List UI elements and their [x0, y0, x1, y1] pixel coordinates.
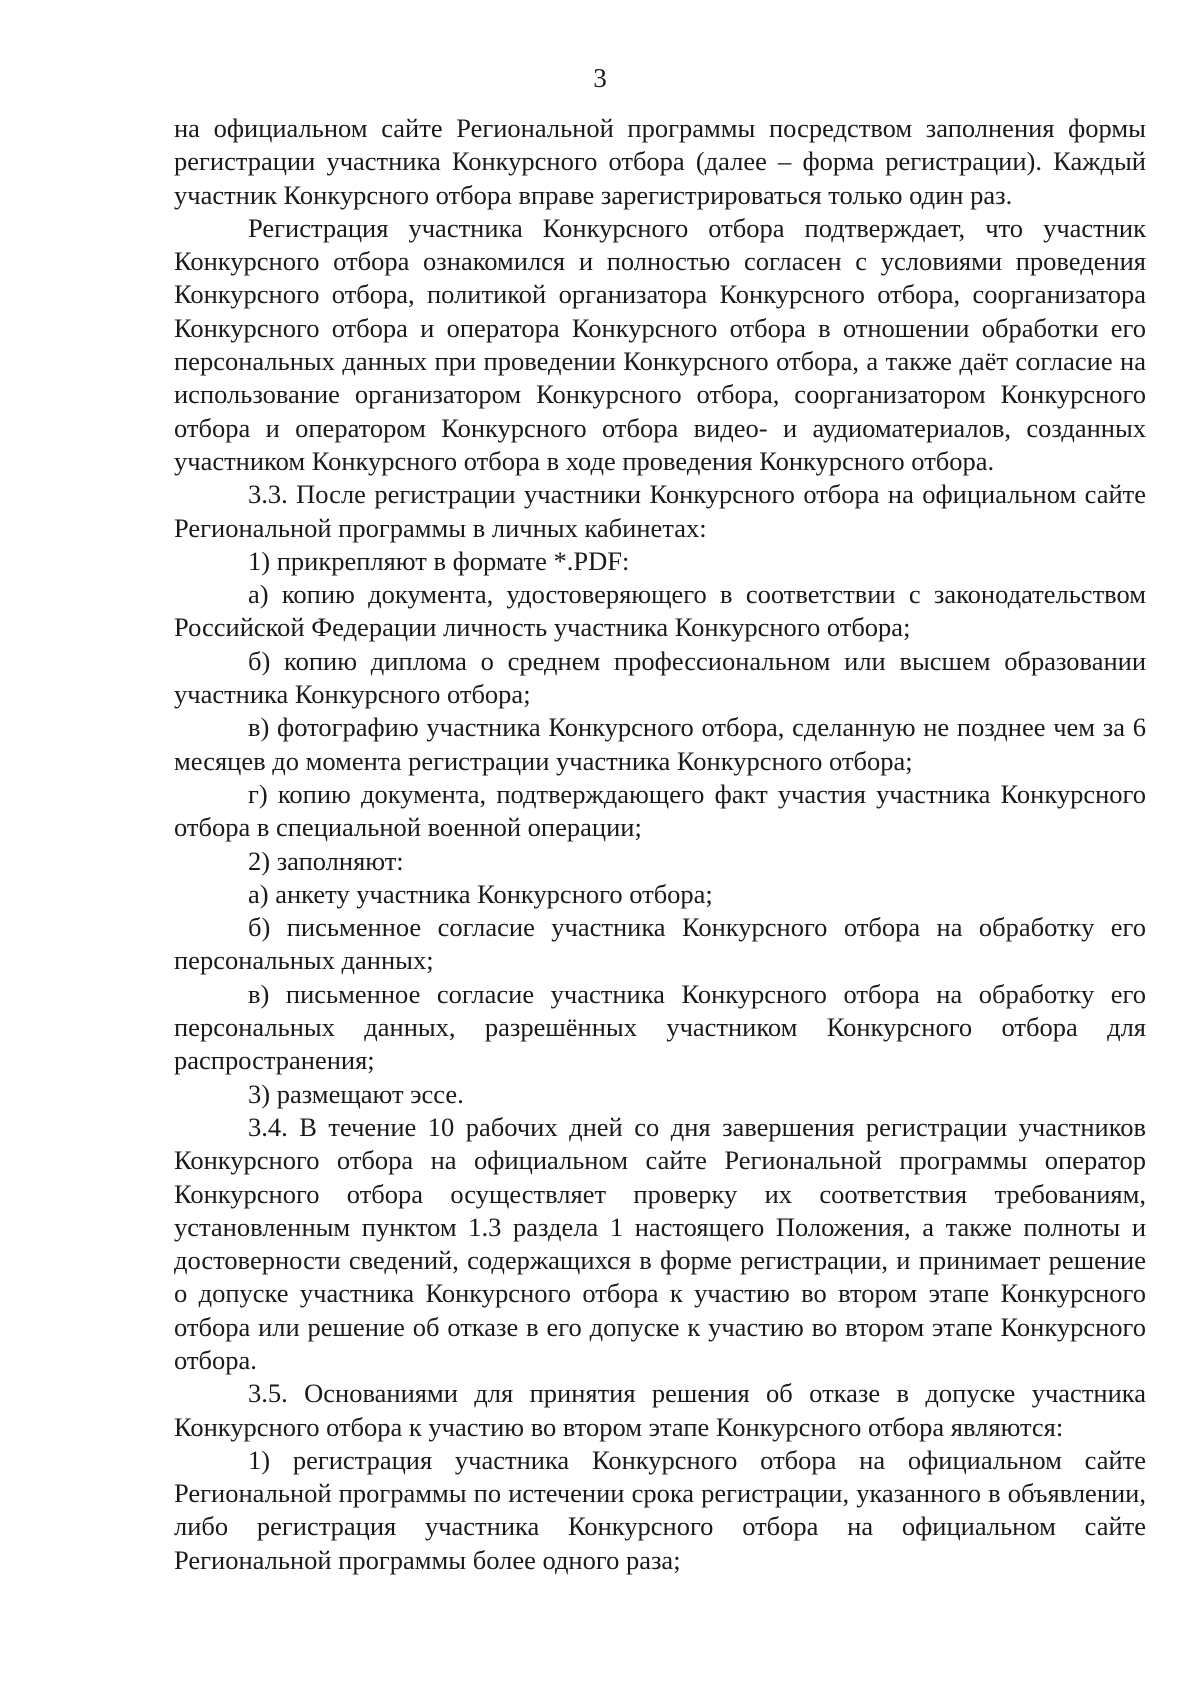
paragraph-item-v-photo: в) фотографию участника Конкурсного отбора, сделанную не позднее чем за 6 месяцев до момента регистрации участника Конкурсного отбора;	[174, 712, 1146, 776]
paragraph-clause-3-3: 3.3. После регистрации участники Конкурсного отбора на официальном сайте Региональной программы в личных кабинетах:	[174, 479, 1146, 543]
paragraph-attach-pdf: 1) прикрепляют в формате *.PDF:	[248, 545, 630, 576]
document-body	[174, 112, 1146, 1577]
paragraph-item-b-diploma: б) копию диплома о среднем профессиональном или высшем образовании участника Конкурсного отбора;	[174, 645, 1146, 710]
paragraph-refusal-ground-1: 1) регистрация участника Конкурсного отбора на официальном сайте Региональной программы по истечении срока регистрации, указанного в объявлении, либо регистрация участника Конкурсного отбора на официальном сайте Региональной программы более одного раза;	[174, 1444, 1146, 1575]
paragraph-clause-3-5: 3.5. Основаниями для принятия решения об отказе в допуске участника Конкурсного отбора к участию во втором этапе Конкурсного отбора являются:	[174, 1378, 1146, 1442]
paragraph-fill-in: 2) заполняют:	[248, 845, 404, 876]
paragraph-essay: 3) размещают эссе.	[248, 1078, 464, 1109]
paragraph-item-b-consent-processing: б) письменное согласие участника Конкурсного отбора на обработку его персональных данных;	[174, 912, 1146, 976]
page-number: 3	[593, 63, 607, 93]
paragraph-item-a-id-copy: а) копию документа, удостоверяющего в соответствии с законодательством Российской Федерации личность участника Конкурсного отбора;	[174, 579, 1146, 643]
paragraph-item-a-questionnaire: а) анкету участника Конкурсного отбора;	[248, 878, 713, 909]
paragraph-item-v-consent-distribution: в) письменное согласие участника Конкурсного отбора на обработку его персональных данных, разрешённых участником Конкурсного отбора для распространения;	[174, 978, 1146, 1076]
paragraph-item-g-svo-document: г) копию документа, подтверждающего факт участия участника Конкурсного отбора в специальной военной операции;	[174, 778, 1146, 843]
paragraph-registration-form: на официальном сайте Региональной программы посредством заполнения формы регистрации участника Конкурсного отбора (далее – форма регистрации). Каждый участник Конкурсного отбора вправе зарегистрироваться только один раз.	[174, 113, 1146, 210]
paragraph-clause-3-4: 3.4. В течение 10 рабочих дней со дня завершения регистрации участников Конкурсного отбора на официальном сайте Региональной программы оператор Конкурсного отбора осуществляет проверку их соответствия требованиям, установленным пунктом 1.3 раздела 1 настоящего Положения, а также полноты и достоверности сведений, содержащихся в форме регистрации, и принимает решение о допуске участника Конкурсного отбора к участию во втором этапе Конкурсного отбора или решение об отказе в его допуске к участию во втором этапе Конкурсного отбора.	[174, 1111, 1146, 1375]
paragraph-registration-consent: Регистрация участника Конкурсного отбора подтверждает, что участник Конкурсного отбора ознакомился и полностью согласен с условиями проведения Конкурсного отбора, политикой организатора Конкурсного отбора, соорганизатора Конкурсного отбора и оператора Конкурсного отбора в отношении обработки его персональных данных при проведении Конкурсного отбора, а также даёт согласие на использование организатором Конкурсного отбора, соорганизатором Конкурсного отбора и оператором Конкурсного отбора видео- и аудиоматериалов, созданных участником Конкурсного отбора в ходе проведения Конкурсного отбора.	[174, 212, 1146, 476]
